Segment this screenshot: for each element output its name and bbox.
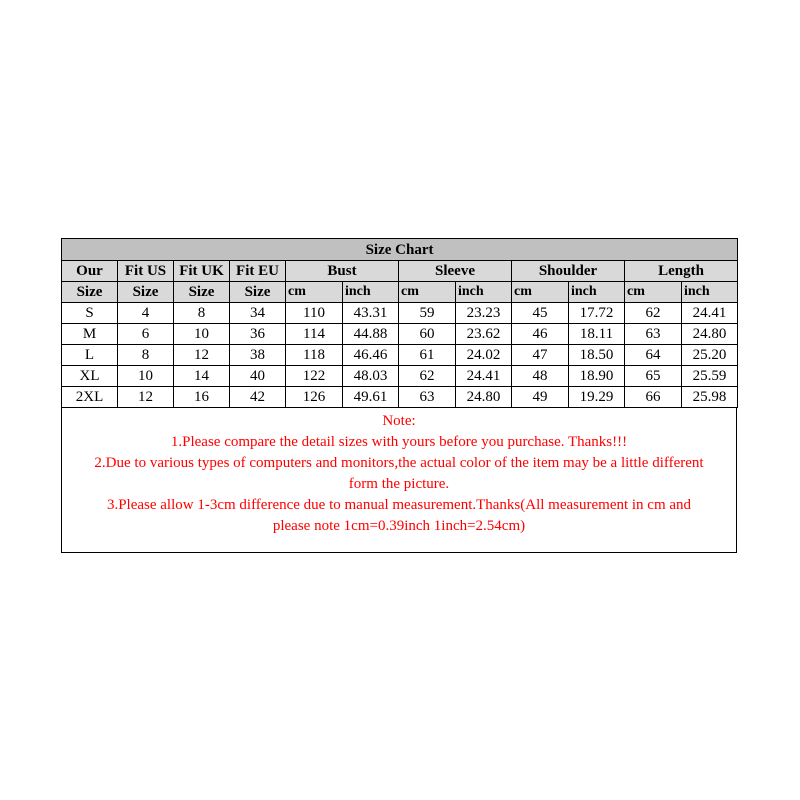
table-cell: 24.41 [456, 366, 512, 387]
header-length: Length [625, 261, 738, 282]
note-line-1: 1.Please compare the detail sizes with yours before you purchase. Thanks!!! [170, 434, 628, 450]
table-cell: 60 [399, 324, 456, 345]
table-cell: 8 [174, 303, 230, 324]
table-cell: 46.46 [343, 345, 399, 366]
table-cell: 8 [118, 345, 174, 366]
header-our-size: Size [62, 282, 118, 303]
table-cell: 65 [625, 366, 682, 387]
table-cell: 40 [230, 366, 286, 387]
size-rows [62, 303, 738, 408]
unit-cm: cm [286, 282, 343, 303]
table-cell: 126 [286, 387, 343, 408]
table-cell: 48.03 [343, 366, 399, 387]
table-row [62, 303, 738, 324]
table-cell: 49.61 [343, 387, 399, 408]
table-cell: 62 [625, 303, 682, 324]
header-our: Our [62, 261, 118, 282]
size-chart-title: Size Chart [62, 239, 738, 261]
table-row [62, 324, 738, 345]
table-cell: 2XL [62, 387, 118, 408]
note-box [61, 408, 737, 553]
table-cell: 23.23 [456, 303, 512, 324]
header-uk-size: Size [174, 282, 230, 303]
table-cell: M [62, 324, 118, 345]
table-cell: 25.98 [682, 387, 738, 408]
table-cell: 63 [399, 387, 456, 408]
table-cell: 66 [625, 387, 682, 408]
table-cell: 43.31 [343, 303, 399, 324]
table-cell: 12 [118, 387, 174, 408]
table-cell: 42 [230, 387, 286, 408]
unit-cm: cm [625, 282, 682, 303]
table-cell: 18.11 [569, 324, 625, 345]
table-cell: 34 [230, 303, 286, 324]
table-cell: 10 [174, 324, 230, 345]
table-cell: 63 [625, 324, 682, 345]
unit-inch: inch [682, 282, 738, 303]
unit-inch: inch [343, 282, 399, 303]
table-cell: 118 [286, 345, 343, 366]
table-cell: 18.50 [569, 345, 625, 366]
table-cell: 4 [118, 303, 174, 324]
table-cell: 10 [118, 366, 174, 387]
table-cell: 18.90 [569, 366, 625, 387]
unit-inch: inch [456, 282, 512, 303]
table-cell: XL [62, 366, 118, 387]
table-row [62, 366, 738, 387]
size-chart [61, 238, 737, 553]
header-sleeve: Sleeve [399, 261, 512, 282]
subheader-row [62, 282, 738, 303]
table-cell: L [62, 345, 118, 366]
table-cell: S [62, 303, 118, 324]
table-cell: 64 [625, 345, 682, 366]
table-row [62, 345, 738, 366]
table-cell: 114 [286, 324, 343, 345]
unit-cm: cm [399, 282, 456, 303]
table-cell: 36 [230, 324, 286, 345]
size-chart-table [61, 238, 738, 408]
table-cell: 25.59 [682, 366, 738, 387]
header-bust: Bust [286, 261, 399, 282]
header-row [62, 261, 738, 282]
table-cell: 110 [286, 303, 343, 324]
table-cell: 122 [286, 366, 343, 387]
table-cell: 47 [512, 345, 569, 366]
table-cell: 24.02 [456, 345, 512, 366]
header-eu-size: Size [230, 282, 286, 303]
header-shoulder: Shoulder [512, 261, 625, 282]
table-cell: 46 [512, 324, 569, 345]
table-cell: 44.88 [343, 324, 399, 345]
header-fit-uk: Fit UK [174, 261, 230, 282]
table-cell: 17.72 [569, 303, 625, 324]
table-cell: 38 [230, 345, 286, 366]
table-cell: 24.80 [456, 387, 512, 408]
header-fit-eu: Fit EU [230, 261, 286, 282]
table-cell: 12 [174, 345, 230, 366]
table-cell: 6 [118, 324, 174, 345]
table-cell: 45 [512, 303, 569, 324]
table-cell: 61 [399, 345, 456, 366]
table-cell: 62 [399, 366, 456, 387]
table-cell: 49 [512, 387, 569, 408]
unit-cm: cm [512, 282, 569, 303]
note-line-2-cont: form the picture. [348, 476, 450, 492]
table-cell: 19.29 [569, 387, 625, 408]
unit-inch: inch [569, 282, 625, 303]
table-cell: 25.20 [682, 345, 738, 366]
note-line-3: 3.Please allow 1-3cm difference due to manual measurement.Thanks(All measurement in cm and [106, 497, 692, 513]
table-cell: 16 [174, 387, 230, 408]
table-cell: 24.41 [682, 303, 738, 324]
table-cell: 24.80 [682, 324, 738, 345]
header-us-size: Size [118, 282, 174, 303]
table-cell: 23.62 [456, 324, 512, 345]
note-line-2: 2.Due to various types of computers and monitors,the actual color of the item may be a little different [94, 455, 704, 471]
table-cell: 48 [512, 366, 569, 387]
table-row [62, 387, 738, 408]
note-heading: Note: [382, 413, 416, 429]
header-fit-us: Fit US [118, 261, 174, 282]
table-cell: 59 [399, 303, 456, 324]
note-line-3-cont: please note 1cm=0.39inch 1inch=2.54cm) [272, 518, 526, 534]
table-cell: 14 [174, 366, 230, 387]
